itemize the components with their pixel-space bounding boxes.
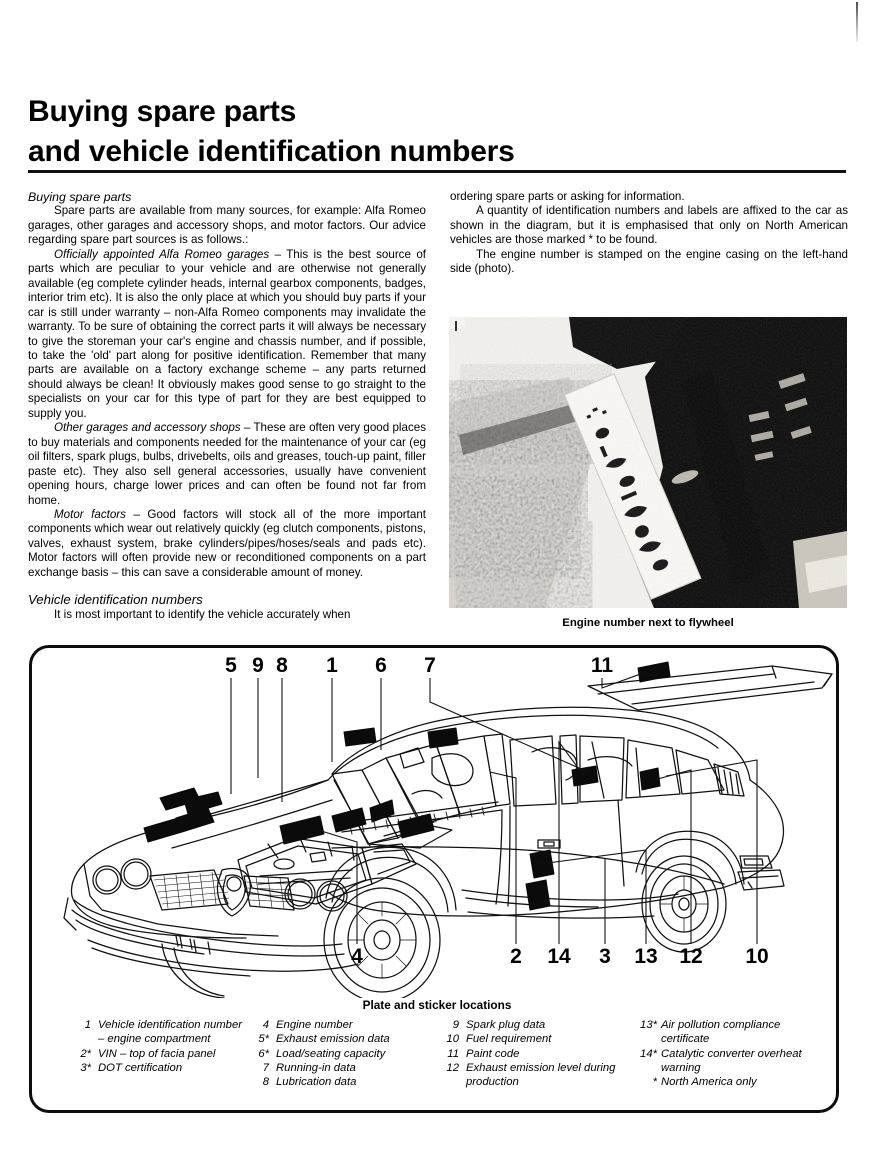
legend-text: Exhaust emission level during production (466, 1061, 616, 1089)
legend-text: Fuel requirement (466, 1033, 552, 1046)
run-in-head-motor-factors: Motor factors (54, 507, 126, 521)
legend-number: 1 (84, 1019, 91, 1031)
legend-number: 9 (452, 1019, 459, 1031)
legend-item (72, 1018, 250, 1047)
legend-item (250, 1075, 440, 1089)
callout-10: 10 (745, 945, 769, 968)
legend-text: Load/seating capacity (276, 1047, 386, 1060)
legend-column-1 (72, 1018, 250, 1089)
callout-2: 2 (510, 945, 522, 968)
legend-item (72, 1047, 250, 1061)
callout-12: 12 (679, 945, 703, 968)
legend-item (440, 1061, 628, 1090)
callout-3: 3 (599, 945, 611, 968)
engine-photo-graphic (449, 317, 847, 608)
legend-text: Engine number (276, 1019, 353, 1031)
paragraph-other-garages (28, 421, 426, 508)
page-title (28, 92, 848, 172)
legend-item (440, 1018, 628, 1032)
callout-5: 5 (225, 654, 237, 677)
legend-number: 4 (262, 1019, 269, 1031)
legend-number: 2* (80, 1047, 91, 1060)
legend-text: Spark plug data (466, 1019, 546, 1031)
legend-footnote-text: North America only (661, 1076, 757, 1089)
left-text-column (28, 190, 426, 622)
legend-item (440, 1032, 628, 1046)
legend-text: Lubrication data (276, 1076, 357, 1089)
callout-7: 7 (424, 654, 436, 677)
legend-text: Air pollution compliance certificate (661, 1019, 781, 1046)
engine-number-photo (449, 317, 847, 608)
legend-item (628, 1047, 812, 1076)
legend-item (72, 1061, 250, 1075)
callout-14: 14 (547, 945, 571, 968)
legend-text: Exhaust emission data (276, 1033, 390, 1046)
legend-number: 7 (262, 1061, 269, 1074)
page-title-line-1: Buying spare parts (28, 95, 297, 128)
legend-item (250, 1018, 440, 1032)
callout-4: 4 (351, 945, 363, 968)
legend-text: Paint code (466, 1047, 520, 1060)
page-title-line-2: and vehicle identification numbers (28, 134, 515, 168)
plate-locations-panel (29, 645, 839, 1113)
legend-item (250, 1047, 440, 1061)
legend-number: 8 (262, 1076, 269, 1089)
legend-number: 6* (258, 1047, 269, 1060)
paragraph-motor-factors-body: – Good factors will stock all of the more important components which wear out relatively quickly (eg clutch components, pistons, valves, exhaust system, brake cylinders/pipes/hoses/seals and pads etc). Motor factors will often provide new or reconditioned components on a part exchange basis – this can save a considerable amount of money. (28, 507, 426, 579)
legend-item (250, 1032, 440, 1046)
legend-text: VIN – top of facia panel (98, 1047, 216, 1060)
legend-column-3 (440, 1018, 628, 1089)
paragraph-official-garages-body: – This is the best source of parts which are peculiar to your vehicle and are otherwise not generally available (eg complete cylinder heads, internal gearbox components, badges, interior trim etc). It is also the only place at which you should buy parts if your car is still under warranty – non-Alfa Romeo components may invalidate the warranty. To be sure of obtaining the correct parts it will always be necessary to give the storeman your car's engine and chassis number, and if possible, to take the 'old' part along for positive identification. Remember that many parts are available on a factory exchange scheme – any parts returned should always be clean! It obviously makes good sense to go straight to the specialists on your car for this type of part for they are best equipped to supply you. (28, 247, 426, 420)
paragraph-sources: Spare parts are available from many sources, for example: Alfa Romeo garages, other garages and accessory shops, and motor factors. Our advice regarding spare part sources is as follows.: (28, 204, 426, 247)
legend-footnote (628, 1075, 812, 1089)
legend-text: Running-in data (276, 1061, 356, 1074)
paragraph-official-garages (28, 248, 426, 421)
legend-footnote-marker: * (652, 1076, 657, 1089)
callout-6: 6 (375, 654, 387, 677)
legend-column-2 (250, 1018, 440, 1089)
legend-number: 11 (447, 1047, 459, 1060)
callout-8: 8 (276, 654, 288, 677)
photo-caption: Engine number next to flywheel (562, 617, 734, 629)
legend-number: 3* (80, 1061, 91, 1074)
legend-number: 10 (446, 1033, 459, 1046)
plate-locations-panel-inner (32, 648, 836, 1110)
legend-number: 12 (446, 1061, 459, 1074)
diagram-title: Plate and sticker locations (362, 998, 512, 1012)
legend-item (440, 1047, 628, 1061)
legend-item (250, 1061, 440, 1075)
paragraph-identify-vehicle: It is most important to identify the vehicle accurately when (54, 607, 351, 621)
callout-1: 1 (326, 654, 338, 677)
callout-11: 11 (590, 654, 614, 677)
legend-text: Catalytic converter overheat warning (661, 1047, 802, 1074)
paragraph-motor-factors (28, 508, 426, 580)
legend-text: DOT certification (98, 1061, 183, 1074)
legend-text: Vehicle identification number – engine compartment (98, 1019, 243, 1046)
page-edge-artifact (856, 2, 858, 42)
run-in-head-other-garages: Other garages and accessory shops (54, 421, 241, 435)
legend (72, 1018, 812, 1089)
engine-number-photo-image (449, 317, 847, 608)
callout-9: 9 (252, 654, 264, 677)
paragraph-identification-numbers: A quantity of identification numbers and labels are affixed to the car as shown in the diagram, but it is emphasised that only on North American vehicles are those marked * to be found. (450, 204, 848, 247)
section-heading-buying-spare-parts: Buying spare parts (28, 190, 132, 204)
section-heading-vehicle-identification-numbers: Vehicle identification numbers (28, 592, 203, 608)
legend-number: 13* (640, 1019, 657, 1031)
legend-item (628, 1018, 812, 1047)
right-text-column (450, 190, 848, 277)
legend-number: 14* (640, 1047, 657, 1060)
legend-number: 5* (258, 1033, 269, 1046)
run-in-head-official-garages: Officially appointed Alfa Romeo garages (54, 247, 270, 261)
car-illustration (32, 648, 836, 998)
paragraph-other-garages-body: – These are often very good places to buy materials and components needed for the maintenance of your car (eg oil filters, spark plugs, bulbs, drivebelts, oils and greases, touch-up paint, filler paste etc). They also sell general accessories, usually have convenient opening hours, charge lower prices and can often be found not far from home. (28, 421, 426, 507)
paragraph-ordering-parts: ordering spare parts or asking for information. (450, 190, 685, 203)
paragraph-engine-number-location: The engine number is stamped on the engine casing on the left-hand side (photo). (450, 247, 848, 276)
callout-13: 13 (634, 945, 658, 968)
legend-column-4 (628, 1018, 812, 1089)
title-divider (28, 170, 846, 173)
